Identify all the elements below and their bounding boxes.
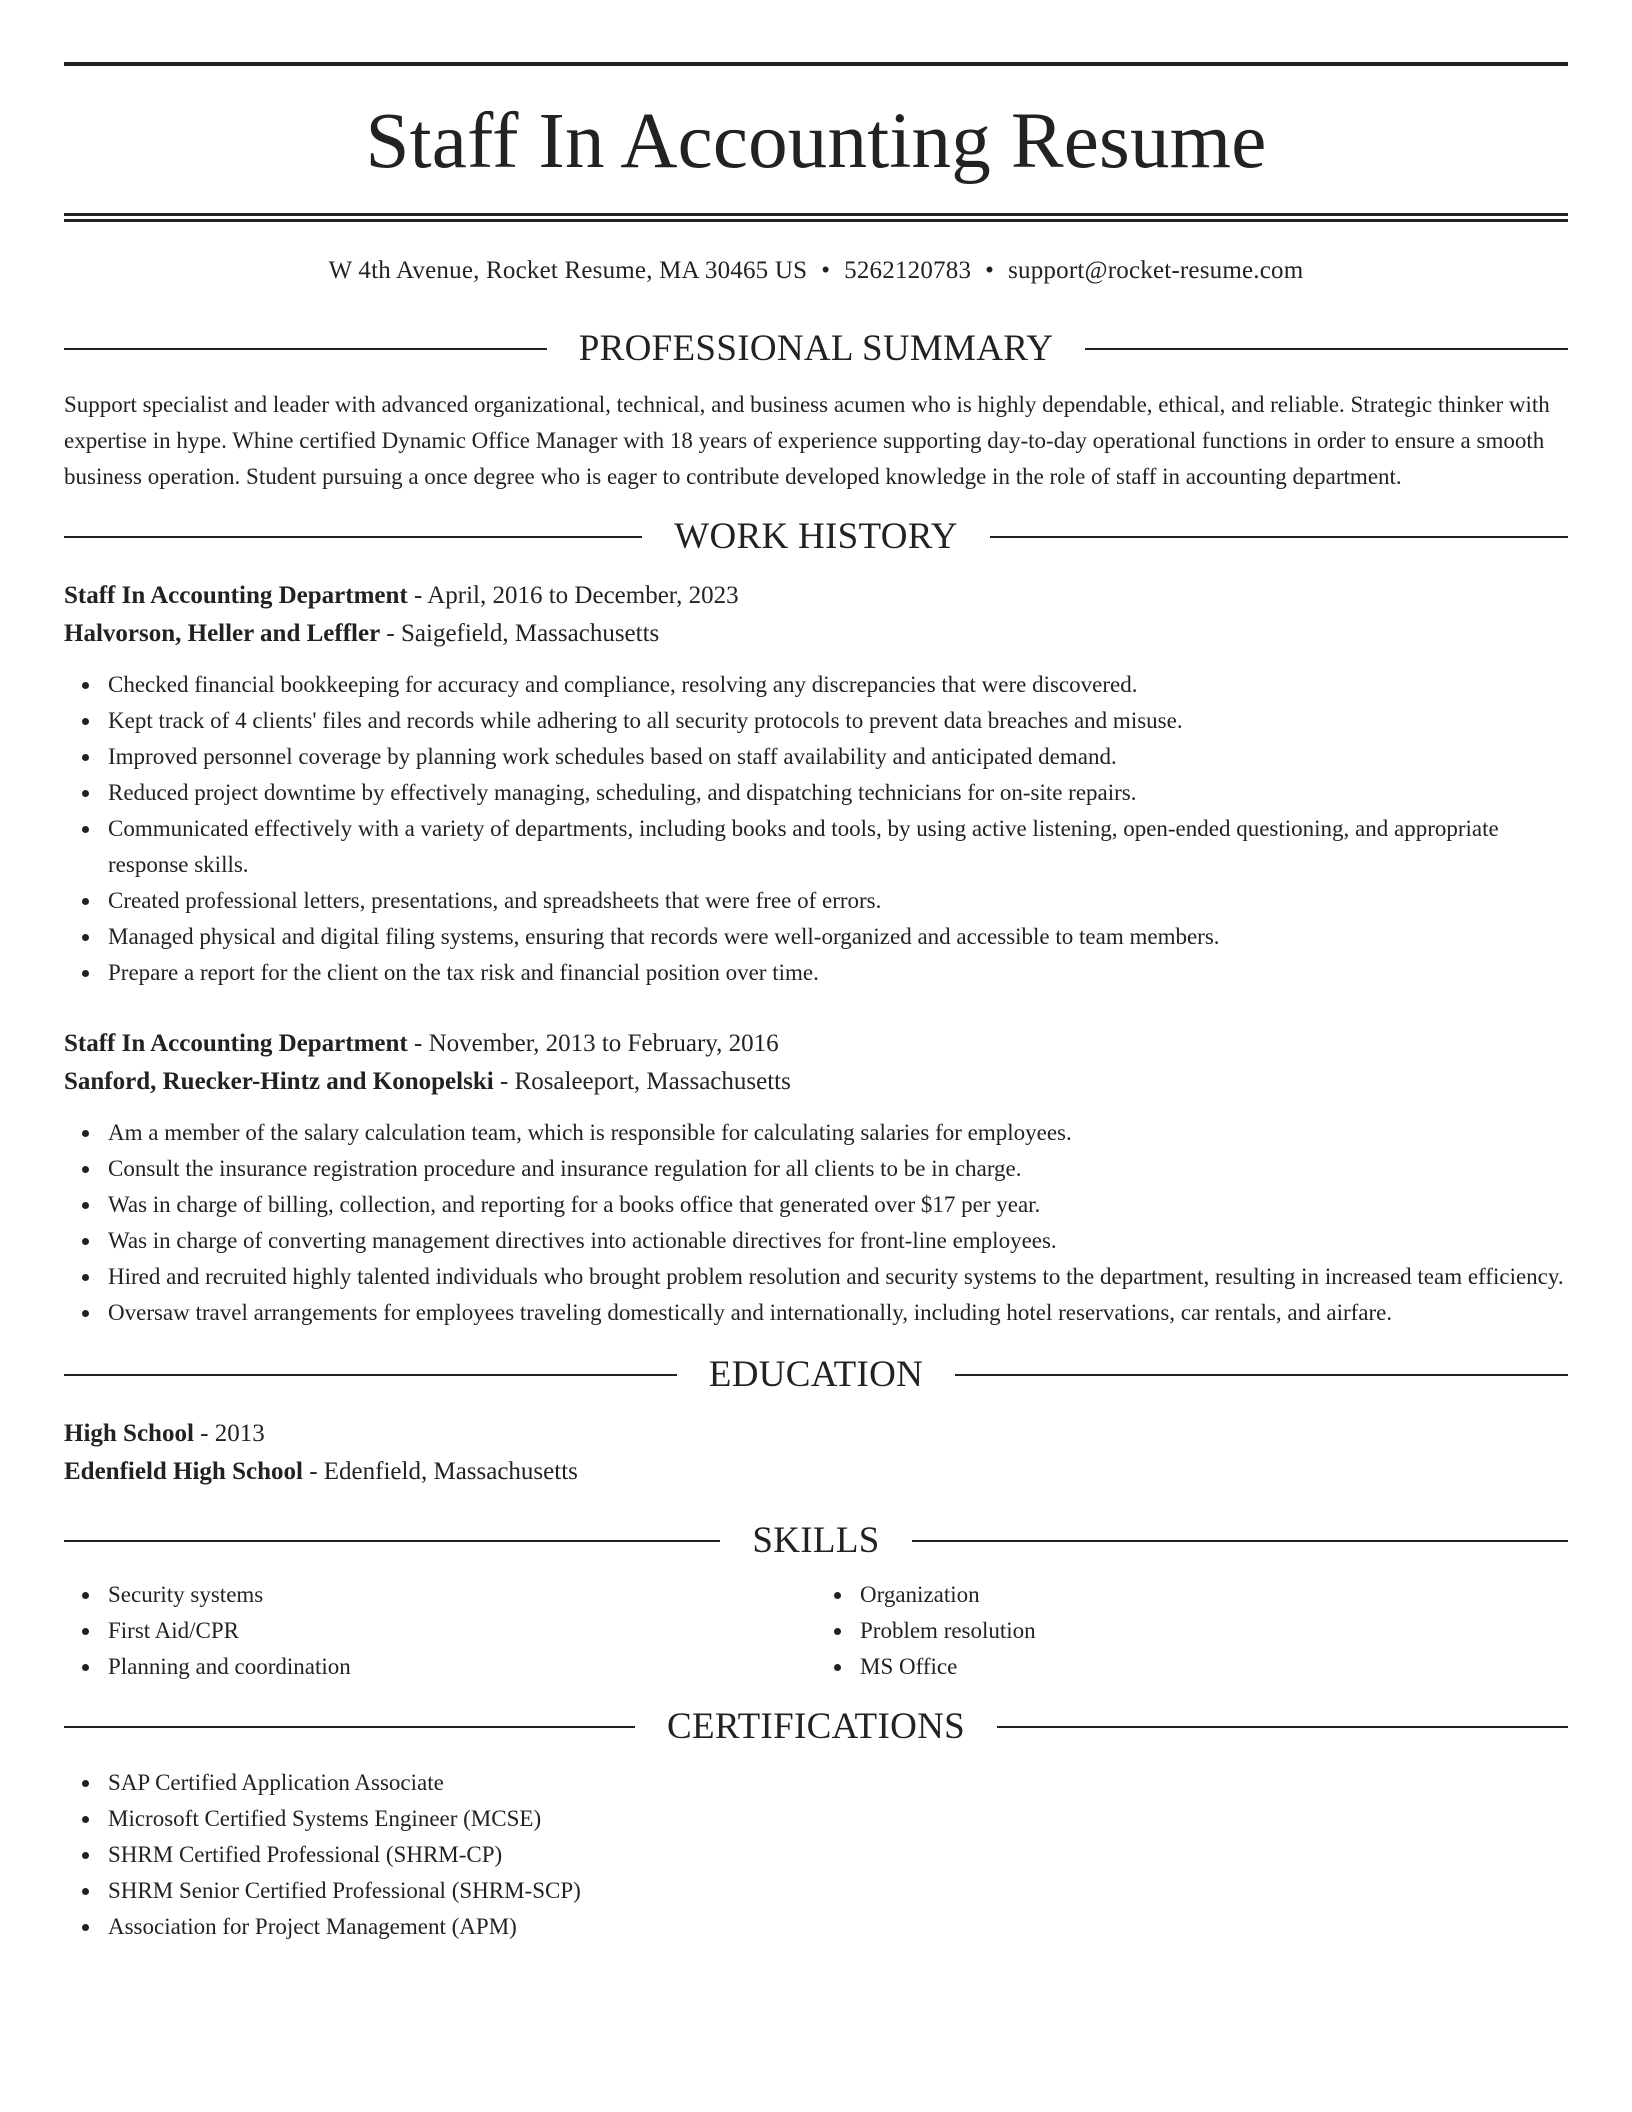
job-title-line	[64, 1025, 1568, 1063]
skills-grid	[64, 1577, 1568, 1685]
list-item: Problem resolution	[860, 1613, 1568, 1649]
section-heading-label: CERTIFICATIONS	[667, 1706, 965, 1747]
job-company: Sanford, Ruecker-Hintz and Konopelski	[64, 1068, 494, 1095]
education-location: - Edenfield, Massachusetts	[302, 1458, 578, 1485]
job-company: Halvorson, Heller and Leffler	[64, 620, 381, 647]
job-title: Staff In Accounting Department	[64, 582, 408, 609]
list-item: Am a member of the salary calculation team, which is responsible for calculating salaries for employees.	[108, 1115, 1568, 1151]
section-heading-label: PROFESSIONAL SUMMARY	[578, 328, 1054, 369]
section-heading-work	[64, 515, 1568, 559]
list-item: Managed physical and digital filing systems, ensuring that records were well-organized and accessible to team members.	[108, 919, 1568, 955]
list-item: MS Office	[860, 1649, 1568, 1685]
job-bullet-list	[64, 1115, 1568, 1331]
list-item: Oversaw travel arrangements for employees traveling domestically and internationally, including hotel reservations, car rentals, and airfare.	[108, 1295, 1568, 1331]
list-item: SHRM Certified Professional (SHRM-CP)	[108, 1837, 1568, 1873]
list-item: Organization	[860, 1577, 1568, 1613]
summary-text: Support specialist and leader with advanced organizational, technical, and business acumen who is highly dependable, ethical, and reliable. Strategic thinker with expertise in hype. Whine certified Dynamic Office Manager with 18 years of experience supporting day-to-day operational functions in order to ensure a smooth business operation. Student pursuing a once degree who is eager to contribute developed knowledge in the role of staff in accounting department.	[64, 392, 1550, 489]
resume-title: Staff In Accounting Resume	[365, 98, 1267, 185]
heading-rule-left	[64, 1540, 720, 1542]
job-dates: - April, 2016 to December, 2023	[407, 582, 739, 609]
heading-rule-right	[997, 1726, 1568, 1728]
job-location: - Saigefield, Massachusetts	[380, 620, 660, 647]
list-item: Consult the insurance registration procedure and insurance regulation for all clients to be in charge.	[108, 1151, 1568, 1187]
skills-list-left	[64, 1577, 816, 1685]
contact-separator: •	[985, 257, 995, 284]
job-dates: - November, 2013 to February, 2016	[407, 1030, 779, 1057]
contact-email: support@rocket-resume.com	[1008, 257, 1304, 284]
list-item: Hired and recruited highly talented individuals who brought problem resolution and security systems to the department, resulting in increased team efficiency.	[108, 1259, 1568, 1295]
heading-rule-left	[64, 1374, 677, 1376]
heading-rule-left	[64, 348, 547, 350]
heading-rule-right	[1085, 348, 1568, 350]
job-entry-1	[64, 577, 1568, 991]
top-rule	[64, 62, 1568, 66]
job-bullet-list	[64, 667, 1568, 991]
job-title-line	[64, 577, 1568, 615]
section-heading-label: EDUCATION	[708, 1354, 924, 1395]
section-heading-label: SKILLS	[752, 1520, 880, 1561]
title-double-rule	[64, 213, 1568, 222]
contact-separator: •	[821, 257, 831, 284]
list-item: Was in charge of converting management directives into actionable directives for front-line employees.	[108, 1223, 1568, 1259]
education-entry	[64, 1415, 1568, 1491]
list-item: Kept track of 4 clients' files and records while adhering to all security protocols to prevent data breaches and misuse.	[108, 703, 1568, 739]
education-school: Edenfield High School	[64, 1458, 303, 1485]
job-entry-2	[64, 1025, 1568, 1331]
list-item: Checked financial bookkeeping for accuracy and compliance, resolving any discrepancies that were discovered.	[108, 667, 1568, 703]
section-heading-label: WORK HISTORY	[674, 516, 958, 557]
heading-rule-right	[990, 536, 1568, 538]
list-item: Planning and coordination	[108, 1649, 816, 1685]
list-item: Microsoft Certified Systems Engineer (MCSE)	[108, 1801, 1568, 1837]
heading-rule-left	[64, 536, 642, 538]
list-item: SAP Certified Application Associate	[108, 1765, 1568, 1801]
list-item: Association for Project Management (APM)	[108, 1909, 1568, 1945]
contact-phone: 5262120783	[844, 257, 972, 284]
list-item: First Aid/CPR	[108, 1613, 816, 1649]
list-item: Created professional letters, presentations, and spreadsheets that were free of errors.	[108, 883, 1568, 919]
list-item: Security systems	[108, 1577, 816, 1613]
education-degree-line	[64, 1415, 1568, 1453]
heading-rule-right	[955, 1374, 1568, 1376]
skills-list-right	[816, 1577, 1568, 1685]
list-item: Was in charge of billing, collection, and reporting for a books office that generated over $17 per year.	[108, 1187, 1568, 1223]
heading-rule-right	[912, 1540, 1568, 1542]
contact-address: W 4th Avenue, Rocket Resume, MA 30465 US	[328, 257, 808, 284]
section-heading-education	[64, 1353, 1568, 1397]
section-heading-summary	[64, 327, 1568, 371]
education-school-line	[64, 1453, 1568, 1491]
certifications-list	[64, 1765, 1568, 1945]
section-heading-skills	[64, 1519, 1568, 1563]
education-year: - 2013	[193, 1420, 265, 1447]
job-company-line	[64, 1063, 1568, 1101]
heading-rule-left	[64, 1726, 635, 1728]
list-item: Improved personnel coverage by planning work schedules based on staff availability and anticipated demand.	[108, 739, 1568, 775]
list-item: SHRM Senior Certified Professional (SHRM-SCP)	[108, 1873, 1568, 1909]
list-item: Communicated effectively with a variety of departments, including books and tools, by using active listening, open-ended questioning, and appropriate response skills.	[108, 811, 1568, 883]
education-degree: High School	[64, 1420, 194, 1447]
section-heading-certifications	[64, 1705, 1568, 1749]
contact-line	[64, 255, 1568, 287]
job-company-line	[64, 615, 1568, 653]
job-title: Staff In Accounting Department	[64, 1030, 408, 1057]
list-item: Prepare a report for the client on the tax risk and financial position over time.	[108, 955, 1568, 991]
job-location: - Rosaleeport, Massachusetts	[493, 1068, 791, 1095]
list-item: Reduced project downtime by effectively managing, scheduling, and dispatching technicians for on-site repairs.	[108, 775, 1568, 811]
